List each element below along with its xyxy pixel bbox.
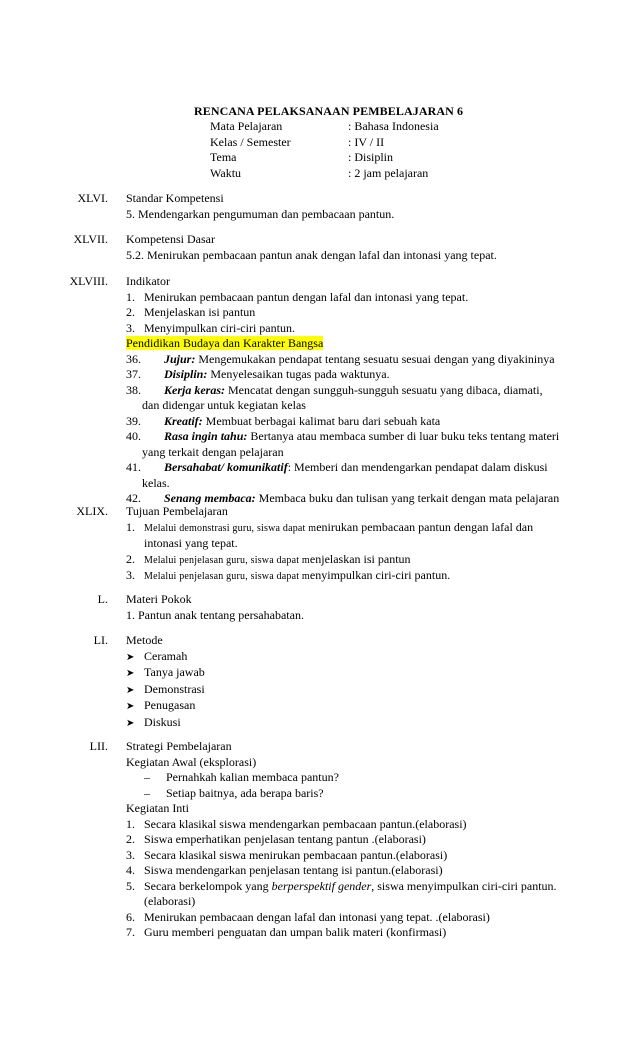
meta-row (210, 119, 439, 135)
list-item (126, 848, 596, 864)
arrow-bullet-icon: ➤ (126, 668, 135, 679)
section-body (126, 633, 596, 731)
meta-row (210, 166, 439, 182)
list-item (126, 817, 596, 833)
item-number: 2. (126, 832, 135, 846)
meta-key: Tema (210, 150, 237, 164)
list-item (126, 520, 596, 537)
character-value (126, 460, 596, 476)
section-line: 5.2. Menirukan pembacaan pantun anak dengan lafal dan intonasi yang tepat. (126, 247, 497, 262)
item-text: Penugasan (144, 698, 196, 712)
lesson-meta (210, 119, 439, 181)
item-text: Menyimpulkan ciri-ciri pantun. (144, 320, 295, 335)
value-continuation: dan didengar untuk kegiatan kelas (142, 398, 306, 412)
item-text: Tanya jawab (144, 665, 205, 679)
section-number: XLIX. (76, 504, 108, 518)
section-heading: Materi Pokok (126, 592, 192, 606)
item-text: enirukan pembacaan pantun dengan lafal dan (316, 519, 534, 534)
item-number: 41. (126, 460, 141, 474)
item-number: 39. (126, 413, 141, 428)
dash-bullet-icon: – (144, 785, 150, 800)
item-number: 6. (126, 909, 135, 924)
list-item (126, 770, 596, 786)
list-item (126, 879, 596, 895)
item-text: Secara berkelompok yang (144, 878, 272, 893)
item-text: Diskusi (144, 714, 181, 729)
section-heading: Tujuan Pembelajaran (126, 504, 228, 518)
value-text: Membuat berbagai kalimat baru dari sebuah kata (202, 413, 441, 428)
list-item (126, 786, 596, 802)
item-number: 38. (126, 382, 141, 397)
meta-key: Waktu (210, 165, 242, 180)
item-prefix: Melalui penjelasan guru, siswa dapat m (144, 571, 310, 582)
meta-value: : Disiplin (348, 150, 394, 164)
arrow-bullet-icon: ➤ (126, 651, 135, 663)
item-number: 1. (126, 519, 135, 534)
meta-row (210, 135, 439, 151)
section-heading: Kompetensi Dasar (126, 232, 215, 246)
item-number: 3. (126, 568, 135, 582)
character-value (126, 367, 596, 383)
item-text: enyimpulkan ciri-ciri pantun. (309, 568, 451, 582)
list-item (126, 910, 596, 926)
item-text: Ceramah (144, 648, 188, 663)
item-number: 36. (126, 351, 141, 366)
value-name: Bersahabat/ komunikatif (164, 460, 288, 474)
character-value (126, 383, 596, 399)
value-name: Disiplin: (164, 367, 208, 381)
value-name: Kerja keras: (164, 382, 225, 397)
list-item (126, 863, 596, 879)
section-number: LII. (89, 739, 108, 753)
value-continuation: kelas. (142, 475, 170, 490)
section-body (126, 191, 596, 222)
list-item (126, 568, 596, 585)
list-item (126, 832, 596, 848)
item-number: 5. (126, 878, 135, 893)
value-name: Senang membaca: (164, 491, 256, 505)
arrow-bullet-icon: ➤ (126, 717, 135, 729)
section-body (126, 274, 596, 507)
section-body (126, 739, 596, 941)
list-item (126, 552, 596, 569)
item-number: 40. (126, 429, 141, 443)
section-body (126, 504, 596, 585)
section-number: XLVIII. (69, 274, 108, 288)
arrow-bullet-icon: ➤ (126, 684, 135, 696)
item-text: Secara klasikal siswa menirukan pembacaan pantun.(elaborasi) (144, 847, 448, 862)
item-prefix: Melalui demonstrasi guru, siswa dapat m (144, 522, 317, 534)
section-heading: Standar Kompetensi (126, 191, 224, 205)
section-body (126, 232, 596, 263)
list-item (126, 698, 596, 715)
highlight-heading: Pendidikan Budaya dan Karakter Bangsa (126, 336, 324, 350)
section-heading: Indikator (126, 274, 170, 288)
value-text: : Memberi dan mendengarkan pendapat dalam diskusi (287, 460, 548, 474)
item-number: 3. (126, 847, 135, 862)
character-value (126, 429, 596, 445)
item-text: Menirukan pembacaan dengan lafal dan intonasi yang tepat. .(elaborasi) (144, 909, 490, 924)
item-number: 42. (126, 491, 141, 505)
item-italic-text: berperspektif gender (271, 878, 372, 893)
meta-value: : IV / II (348, 134, 385, 149)
section-line: 1. Pantun anak tentang persahabatan. (126, 607, 304, 622)
list-item (126, 682, 596, 699)
item-number: 4. (126, 863, 135, 877)
dash-bullet-icon: – (144, 770, 150, 784)
list-item (126, 715, 596, 732)
section-heading: Strategi Pembelajaran (126, 739, 232, 753)
value-text: Menyelesaikan tugas pada waktunya. (207, 367, 390, 381)
item-text: Demonstrasi (144, 681, 205, 696)
section-number: XLVII. (73, 232, 108, 246)
meta-key: Kelas / Semester (210, 134, 291, 149)
meta-value: : 2 jam pelajaran (348, 165, 429, 180)
meta-key: Mata Pelajaran (210, 119, 283, 133)
item-number: 3. (126, 320, 135, 335)
subheading-kegiatan-awal: Kegiatan Awal (eksplorasi) (126, 754, 257, 769)
value-text: Mencatat dengan sungguh-sungguh sesuatu yang dibaca, diamati, (225, 382, 543, 397)
list-item (126, 305, 596, 321)
item-continuation: (elaborasi) (144, 894, 196, 908)
value-text: Mengemukakan pendapat tentang sesuatu sesuai dengan yang diyakininya (195, 351, 555, 366)
item-prefix: Melalui penjelasan guru, siswa dapat m (144, 554, 310, 566)
section-line: 5. Mendengarkan pengumuman dan pembacaan pantun. (126, 206, 395, 221)
section-body (126, 592, 596, 623)
item-number: 1. (126, 289, 135, 304)
item-number: 2. (126, 551, 135, 566)
item-text: Guru memberi penguatan dan umpan balik materi (konfirmasi) (144, 925, 447, 939)
value-name: Rasa ingin tahu: (164, 429, 248, 443)
list-item (126, 649, 596, 666)
page-title: RENCANA PELAKSANAAN PEMBELAJARAN 6 (194, 104, 464, 118)
value-name: Jujur: (164, 351, 196, 366)
section-number: LI. (93, 633, 108, 647)
value-name: Kreatif: (164, 413, 203, 428)
character-value (126, 352, 596, 368)
value-text: Membaca buku dan tulisan yang terkait dengan mata pelajaran (255, 491, 560, 505)
section-number: L. (97, 592, 108, 606)
item-text: , siswa menyimpulkan ciri-ciri pantun. (371, 878, 557, 893)
item-number: 2. (126, 305, 135, 319)
item-number: 37. (126, 367, 141, 381)
list-item (126, 290, 596, 306)
subheading-kegiatan-inti: Kegiatan Inti (126, 801, 189, 815)
value-text: Bertanya atau membaca sumber di luar buku teks tentang materi (247, 429, 560, 443)
arrow-bullet-icon: ➤ (126, 701, 135, 712)
item-text: Pernahkah kalian membaca pantun? (166, 770, 339, 784)
item-text: Setiap baitnya, ada berapa baris? (166, 785, 324, 800)
meta-row (210, 150, 439, 166)
item-text: Secara klasikal siswa mendengarkan pembacaan pantun.(elaborasi) (144, 816, 467, 831)
list-item (126, 665, 596, 682)
section-heading: Metode (126, 633, 163, 647)
item-text: Siswa mendengarkan penjelasan tentang isi pantun.(elaborasi) (144, 863, 443, 877)
item-continuation: intonasi yang tepat. (144, 536, 238, 550)
value-continuation: yang terkait dengan pelajaran (142, 444, 284, 459)
item-text: enjelaskan isi pantun (309, 551, 411, 566)
character-value (126, 414, 596, 430)
meta-value: : Bahasa Indonesia (348, 119, 439, 133)
item-number: 1. (126, 816, 135, 831)
item-text: Menjelaskan isi pantun (144, 305, 256, 319)
list-item (126, 925, 596, 941)
item-number: 7. (126, 925, 135, 939)
list-item (126, 321, 596, 337)
item-text: Menirukan pembacaan pantun dengan lafal dan intonasi yang tepat. (144, 289, 469, 304)
item-text: Siswa emperhatikan penjelasan tentang pantun .(elaborasi) (144, 832, 426, 846)
section-number: XLVI. (77, 191, 108, 205)
